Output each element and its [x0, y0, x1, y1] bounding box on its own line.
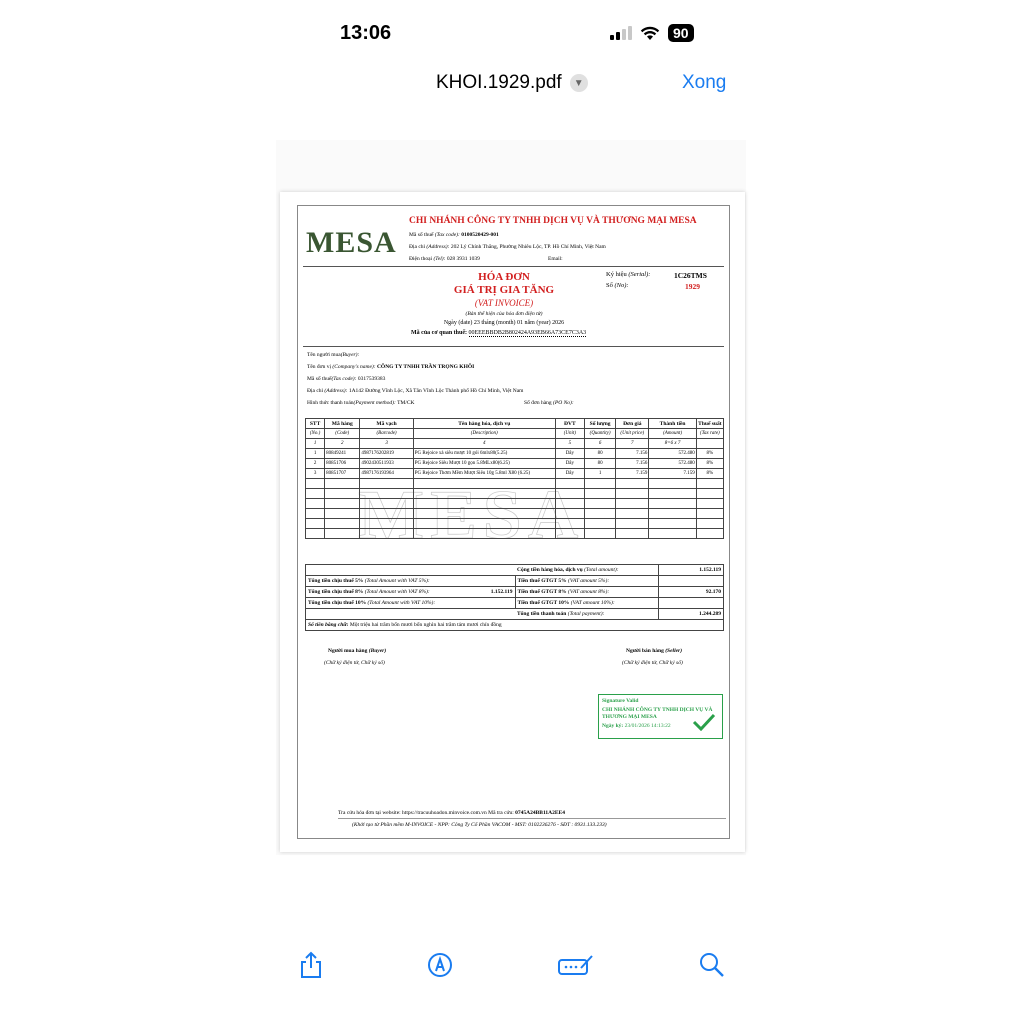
table-row [306, 499, 724, 509]
status-time: 13:06 [340, 22, 392, 44]
buyer-signature-note: (Chữ ký điện tử, Chữ ký số) [324, 660, 385, 666]
signature-date-line: Ngày ký: 23/01/2026 14:13:22 [602, 723, 671, 729]
markup-pen-icon [427, 952, 453, 978]
table-row [306, 529, 724, 539]
digital-signature-box [598, 694, 723, 739]
invoice [297, 205, 730, 839]
mesa-logo: MESA [306, 226, 397, 259]
table-row [306, 509, 724, 519]
file-name: KHOI.1929.pdf [436, 72, 562, 93]
invoice-subtitle: (Bản thể hiện của hóa đơn điện tử) [465, 311, 543, 317]
col-amount: Thành tiền [649, 419, 696, 429]
seller-email-label: Email: [548, 256, 563, 262]
seller-name: CHI NHÁNH CÔNG TY TNHH DỊCH VỤ VÀ THƯƠNG MẠI MESA [409, 216, 697, 226]
battery-icon: 90 [668, 24, 694, 42]
subtotal-row: Cộng tiền hàng hóa, dịch vụ (Total amount): 1.152.119 [306, 565, 724, 576]
file-title-button[interactable] [436, 72, 588, 94]
table-row: 1 80849241 4987176202819 PG Rejoice xả siêu mượt 10 gói 6mlx80(5.25) Dây 80 7.156 572.480 8% [306, 449, 724, 459]
wifi-icon [640, 26, 660, 41]
share-icon [299, 951, 323, 979]
table-row: 2 80851706 4902430511933 PG Rejoice Siêu Mượt 10 gọn 5.8MLx80(6.25) Dây 80 7.156 572.480 8% [306, 459, 724, 469]
divider [303, 346, 724, 347]
document-header [0, 70, 1024, 100]
search-button[interactable] [692, 945, 732, 985]
vat10-row: Tổng tiền chịu thuế 10% (Total Amount with VAT 10%): Tiền thuế GTGT 10% (VAT amount 10%): [306, 598, 724, 609]
search-icon [699, 952, 725, 978]
fill-and-sign-icon [557, 952, 595, 978]
mesa-watermark: MESA [358, 477, 585, 554]
payment-line: Hình thức thanh toán(Payment method): TM/CK [307, 400, 415, 406]
fill-sign-button[interactable] [556, 945, 596, 985]
invoice-title-2: GIÁ TRỊ GIA TĂNG [453, 284, 555, 296]
invoice-title-en: (VAT INVOICE) [474, 298, 534, 308]
cellular-signal-icon [610, 26, 632, 40]
serial-line: Ký hiệu (Serial): [606, 271, 651, 278]
col-code: Mã hàng [325, 419, 360, 429]
checkmark-icon [692, 713, 716, 731]
table-row: 3 80851707 4987176193964 PG Rejoice Thơm Mềm Mượt Siêu 10g 5.8ml X80 (6.25) Dây 1 7.159 7.159 8% [306, 469, 724, 479]
number-line: Số (No): [606, 282, 629, 289]
buyer-signature-label: Người mua hàng (Buyer) [328, 648, 387, 654]
table-number-row: 1 2 3 4 5 6 7 8=6 x 7 [306, 439, 724, 449]
amount-in-words-row: Số tiền bằng chữ: Một triệu hai trăm bốn mươi bốn nghìn hai trăm tám mươi chín đồng [306, 620, 724, 631]
seller-signature-label: Người bán hàng (Seller) [626, 648, 683, 654]
table-header-en-row: (No.) (Code) (Barcode) (Description) (Unit) (Quantity) (Unit price) (Amount) (Tax rate) [306, 429, 724, 439]
seller-phone-line: Điện thoại (Tel): 028 3931 1039 [409, 256, 480, 262]
pdf-page [280, 192, 745, 852]
table-row [306, 489, 724, 499]
seller-signature-note: (Chữ ký điện tử, Chữ ký số) [622, 660, 683, 666]
buyer-tax-line: Mã số thuế(Tax code): 0317539383 [307, 376, 386, 382]
totals-table [305, 564, 724, 631]
buyer-line: Tên người mua(Buyer): [307, 352, 360, 358]
invoice-number: 1929 [685, 282, 700, 291]
serial-value: 1C26TMS [674, 271, 707, 280]
po-line: Số đơn hàng (PO No): [524, 400, 574, 406]
table-row [306, 519, 724, 529]
invoice-title: HÓA ĐƠN [478, 271, 530, 283]
lookup-line: Tra cứu hóa đơn tại website: https://tracuuhoadon.minvoice.com.vn Mã tra cứu: 0745A24BB11A2EE4 [338, 810, 565, 816]
signature-status: Signature Valid [602, 698, 639, 704]
status-icons [610, 24, 694, 42]
bottom-toolbar [0, 945, 1024, 985]
col-price: Đơn giá [616, 419, 649, 429]
table-header-row [306, 419, 724, 429]
status-bar [0, 0, 1024, 70]
col-qty: Số lượng [584, 419, 615, 429]
divider [303, 266, 724, 267]
markup-button[interactable] [420, 945, 460, 985]
vat8-row: Tổng tiền chịu thuế 8% (Total Amount with VAT 8%): 1.152.119 Tiền thuế GTGT 8% (VAT amount 8%): 92.170 [306, 587, 724, 598]
share-button[interactable] [291, 945, 331, 985]
authority-code-line: Mã của cơ quan thuế: 00EEEBBDB2B802424A93EB66A73CE7C3A3 [411, 330, 587, 336]
divider [338, 818, 726, 819]
col-description: Tên hàng hóa, dịch vụ [413, 419, 555, 429]
invoice-date: Ngày (date) 23 tháng (month) 01 năm (year) 2026 [443, 320, 565, 326]
col-rate: Thuế suất [698, 420, 722, 427]
vat5-row: Tổng tiền chịu thuế 5% (Total Amount with VAT 5%): Tiền thuế GTGT 5% (VAT amount 5%): [306, 576, 724, 587]
table-row [306, 479, 724, 489]
buyer-address-line: Địa chỉ (Address): 1A142 Đường Vĩnh Lộc, Xã Tân Vĩnh Lộc Thành phố Hồ Chí Minh, Việt Nam [307, 388, 524, 394]
total-row: Tổng tiền thanh toán (Total payment): 1.244.289 [306, 609, 724, 620]
footer-note: (Khởi tạo từ Phần mềm M-INVOICE - NPP: Công Ty Cổ Phần VACOM - MST: 0102236276 - SĐT : 0931.133.233) [352, 822, 607, 828]
done-button[interactable]: Xong [682, 72, 727, 93]
col-no: STT [306, 419, 325, 429]
seller-tax-line: Mã số thuế (Tax code): 0100520429-001 [409, 232, 499, 238]
col-barcode: Mã vạch [360, 419, 413, 429]
chevron-down-icon: ▼ [570, 74, 588, 92]
signature-name: CHI NHÁNH CÔNG TY TNHH DỊCH VỤ VÀ THƯƠNG MẠI MESA [602, 707, 713, 720]
buyer-company-line: Tên đơn vị (Company's name): CÔNG TY TNHH TRẦN TRỌNG KHÔI [307, 364, 475, 370]
items-table [305, 418, 724, 539]
col-unit: ĐVT [555, 419, 584, 429]
seller-address-line: Địa chỉ (Address): 202 Lý Chính Thắng, Phường Nhiêu Lộc, TP. Hồ Chí Minh, Việt Nam [409, 244, 606, 250]
